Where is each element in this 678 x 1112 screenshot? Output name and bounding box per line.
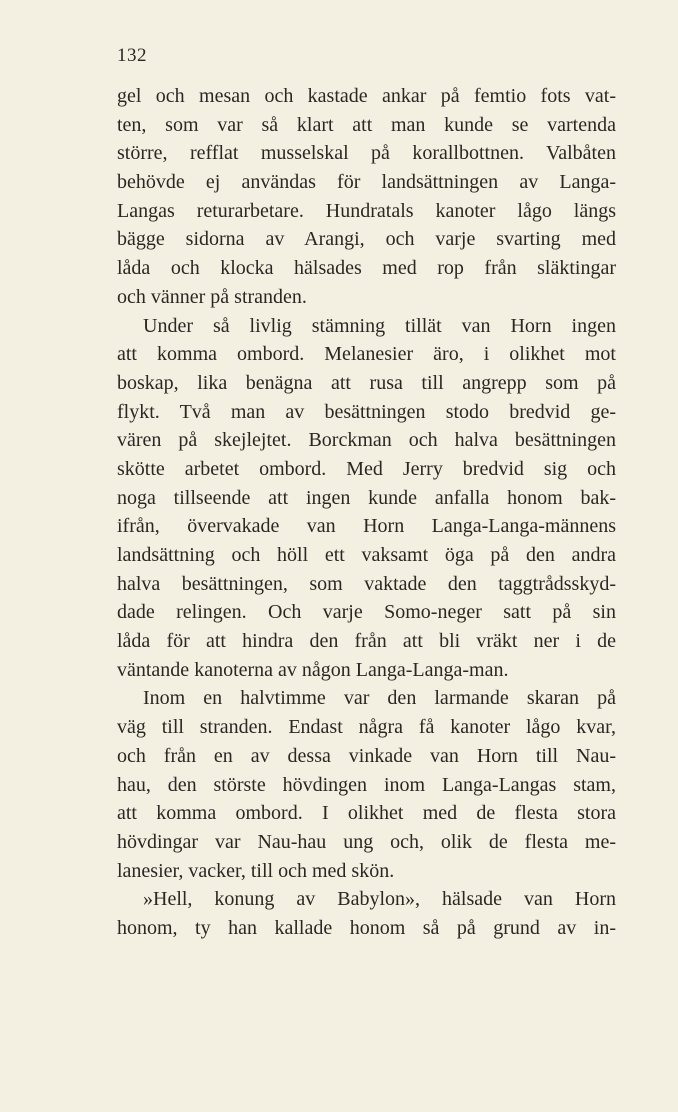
text-line: och vänner på stranden.: [117, 285, 307, 308]
text-line: att komma ombord. Melanesier äro, i olikhet mot: [117, 343, 616, 366]
text-line: honom, ty han kallade honom så på grund av in-: [117, 916, 616, 939]
text-line: halva besättningen, som vaktade den taggtrådsskyd-: [117, 572, 616, 595]
text-line: att komma ombord. I olikhet med de flesta stora: [117, 802, 616, 825]
text-line: väntande kanoterna av någon Langa-Langa-man.: [117, 658, 509, 681]
text-line: bägge sidorna av Arangi, och varje svarting med: [117, 228, 616, 251]
text-line: hövdingar var Nau-hau ung och, olik de flesta me-: [117, 830, 616, 853]
text-line: större, refflat musselskal på korallbottnen. Valbåten: [117, 142, 616, 165]
text-line: vären på skejlejtet. Borckman och halva besättningen: [117, 429, 616, 452]
text-line: låda och klocka hälsades med rop från släktingar: [117, 257, 616, 280]
text-line: Under så livlig stämning tillät van Horn ingen: [143, 314, 616, 337]
text-line: flykt. Två man av besättningen stodo bredvid ge-: [117, 400, 616, 423]
page-number: 132: [117, 45, 147, 66]
text-line: behövde ej användas för landsättningen av Langa-: [117, 171, 616, 194]
text-line: hau, den störste hövdingen inom Langa-Langas stam,: [117, 773, 616, 796]
text-line: lanesier, vacker, till och med skön.: [117, 859, 395, 882]
text-line: Inom en halvtimme var den larmande skaran på: [143, 687, 616, 710]
text-line: väg till stranden. Endast några få kanoter lågo kvar,: [117, 716, 616, 739]
text-line: boskap, lika benägna att rusa till angrepp som på: [117, 371, 616, 394]
text-line: gel och mesan och kastade ankar på femtio fots vat-: [117, 85, 616, 107]
text-line: dade relingen. Och varje Somo-neger satt på sin: [117, 601, 616, 624]
text-line: landsättning och höll ett vaksamt öga på den andra: [117, 544, 616, 566]
body-text: [117, 82, 616, 943]
text-line: noga tillseende att ingen kunde anfalla honom bak-: [117, 486, 616, 509]
text-line: låda för att hindra den från att bli vräkt ner i de: [117, 630, 616, 653]
text-line: ifrån, övervakade van Horn Langa-Langa-männens: [117, 515, 616, 538]
text-line: ten, som var så klart att man kunde se vartenda: [117, 113, 616, 136]
text-line: skötte arbetet ombord. Med Jerry bredvid sig och: [117, 457, 616, 480]
text-line: »Hell, konung av Babylon», hälsade van Horn: [143, 888, 616, 911]
text-line: och från en av dessa vinkade van Horn till Nau-: [117, 744, 616, 767]
text-line: Langas returarbetare. Hundratals kanoter lågo längs: [117, 199, 616, 222]
